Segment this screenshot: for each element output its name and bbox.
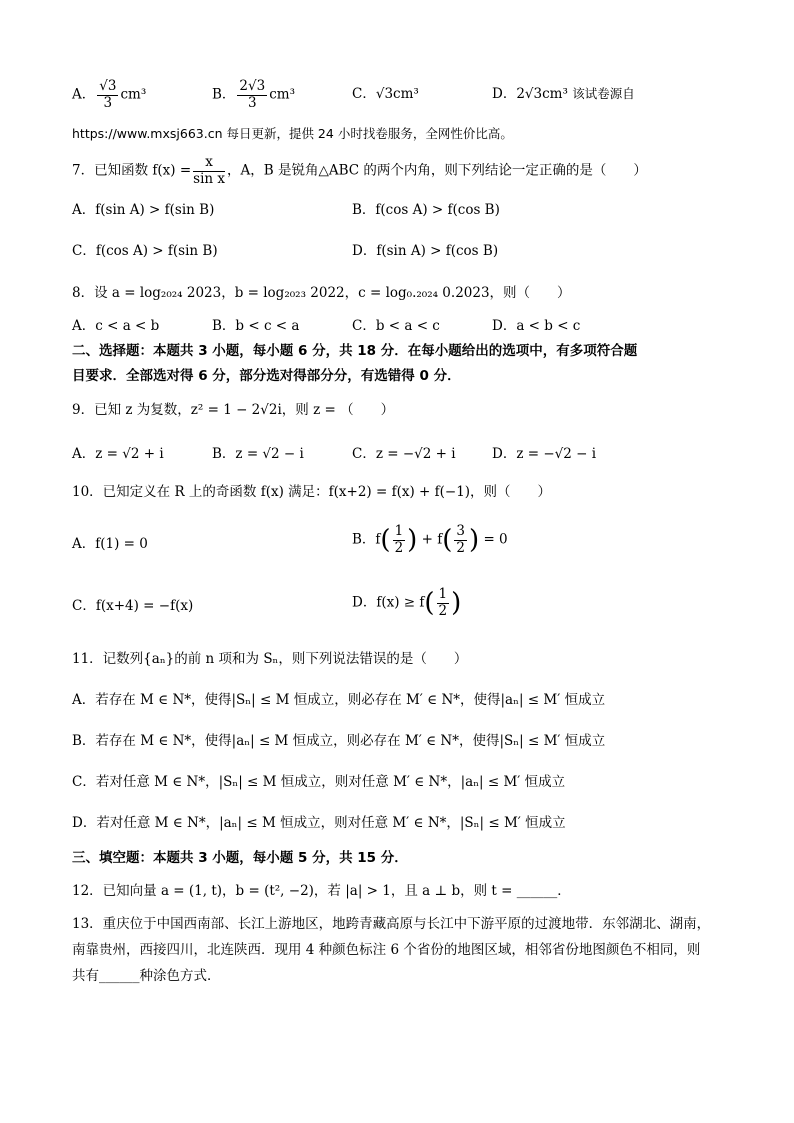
q13-line-3: 共有______种涂色方式．: [72, 968, 221, 984]
q6-b-unit: cm³: [269, 86, 295, 103]
section2-heading-line2: 目要求．全部选对得 6 分，部分选对得部分分，有选错得 0 分．: [72, 368, 461, 384]
watermark-text-1: 该试卷源自: [572, 86, 635, 101]
q6-a-unit: cm³: [120, 86, 147, 103]
q6-d-label: D．: [492, 86, 517, 102]
q13-line-2: 南靠贵州，西接四川，北连陕西．现用 4 种颜色标注 6 个省份的地图区域，相邻省份地图颜色不相同，则: [72, 942, 701, 958]
q11-option-d: D．若对任意 M ∈ N*，|aₙ| ≤ M 恒成立，则对任意 M′ ∈ N*，|Sₙ| ≤ M′ 恒成立: [72, 815, 566, 831]
q9-option-c: C．z = −√2 + i: [352, 446, 456, 462]
q6-a-fraction: [97, 80, 118, 110]
q7-fraction: [193, 156, 225, 186]
q7-option-b: B．f(cos A) > f(cos B): [352, 202, 500, 218]
q6-b-label: B．: [212, 86, 236, 103]
q9-option-b: B．z = √2 − i: [212, 446, 304, 462]
section2-heading-line1: 二、选择题：本题共 3 小题，每小题 6 分，共 18 分．在每小题给出的选项中，有多项符合题: [72, 343, 638, 359]
q10-option-b: [352, 525, 508, 555]
q7-option-c: C．f(cos A) > f(sin B): [72, 243, 218, 259]
q6-c-text: √3cm³: [375, 86, 419, 102]
q13-line-1: 13．重庆位于中国西南部、长江上游地区，地跨青藏高原与长江中下游平原的过渡地带．东邻湖北、湖南，: [72, 916, 711, 932]
q6-option-d: [492, 88, 635, 102]
q10-d-rparen: ): [451, 588, 462, 618]
q6-option-c: [352, 88, 419, 102]
q9-option-d: D．z = −√2 − i: [492, 446, 597, 462]
q10-d-lparen: (: [424, 588, 435, 618]
q6-b-fraction: [237, 80, 267, 110]
q10-b-num-2: 3: [456, 523, 465, 539]
q10-d-den: 2: [438, 602, 448, 619]
q6-a-denominator: 3: [103, 94, 113, 111]
q7-numerator: x: [193, 156, 225, 172]
q6-b-denominator: 3: [248, 94, 257, 111]
q6-option-b: [212, 80, 295, 110]
q11-option-c: C．若对任意 M ∈ N*，|Sₙ| ≤ M 恒成立，则对任意 M′ ∈ N*，|aₙ| ≤ M′ 恒成立: [72, 774, 566, 790]
q10-b-fraction-2: [454, 525, 467, 555]
q7-option-a: A．f(sin A) > f(sin B): [72, 202, 215, 218]
q6-a-label: A．: [72, 86, 96, 103]
q10-b-rparen-2: ): [468, 525, 480, 555]
q8-option-b: B．b < c < a: [212, 318, 300, 334]
q8-option-a: A．c < a < b: [72, 318, 160, 334]
q7-stem-post: ，A，B 是锐角△ABC 的两个内角，则下列结论一定正确的是（ ）: [227, 162, 647, 179]
q9-option-a: A．z = √2 + i: [72, 446, 164, 462]
q10-b-rparen-1: ): [407, 525, 418, 555]
q11-stem: 11．记数列{aₙ}的前 n 项和为 Sₙ，则下列说法错误的是（ ）: [72, 651, 468, 667]
q12-stem: 12．已知向量 a = (1, t)，b = (t², −2)，若 |a| > 1，且 a ⊥ b，则 t = ______．: [72, 883, 571, 899]
q6-c-label: C．: [352, 86, 376, 102]
section3-heading: 三、填空题：本题共 3 小题，每小题 5 分，共 15 分．: [72, 850, 408, 866]
q6-b-numerator: 2√3: [239, 78, 266, 94]
q7-option-d: D．f(sin A) > f(cos B): [352, 243, 499, 259]
q11-option-a: A．若存在 M ∈ N*，使得|Sₙ| ≤ M 恒成立，则必存在 M′ ∈ N*，使得|aₙ| ≤ M′ 恒成立: [72, 692, 606, 708]
q10-b-post: = 0: [483, 531, 508, 548]
q8-option-c: C．b < a < c: [352, 318, 440, 334]
q10-b-num-1: 1: [394, 523, 404, 539]
q9-stem: 9．已知 z 为复数，z² = 1 − 2√2i，则 z = （ ）: [72, 402, 395, 418]
q10-d-pre: D．f(x) ≥ f: [352, 594, 425, 611]
q10-d-fraction: [437, 588, 450, 618]
q10-option-a: A．f(1) = 0: [72, 536, 148, 552]
q10-d-num: 1: [438, 586, 448, 602]
q7-stem-pre: 7．已知函数 f(x) =: [72, 162, 192, 179]
q7-denominator: sin x: [193, 170, 225, 187]
watermark-text-2: https://www.mxsj663.cn 每日更新，提供 24 小时找卷服务，全网性价比高。: [72, 126, 513, 141]
q10-option-d: [352, 588, 461, 618]
q11-option-b: B．若存在 M ∈ N*，使得|aₙ| ≤ M 恒成立，则必存在 M′ ∈ N*，使得|Sₙ| ≤ M′ 恒成立: [72, 733, 606, 749]
q10-stem: 10．已知定义在 R 上的奇函数 f(x) 满足：f(x+2) = f(x) + f(−1)，则（ ）: [72, 484, 552, 500]
q10-b-den-2: 2: [456, 539, 465, 556]
q10-b-pre: B．f: [352, 531, 381, 548]
q8-option-d: D．a < b < c: [492, 318, 581, 334]
q10-b-fraction-1: [393, 525, 406, 555]
q10-b-mid: + f: [421, 531, 443, 548]
q10-b-lparen-1: (: [380, 525, 391, 555]
q7-stem: [72, 156, 647, 186]
q10-option-c: C．f(x+4) = −f(x): [72, 598, 194, 614]
q6-a-numerator: √3: [99, 78, 117, 94]
q8-stem: 8．设 a = log₂₀₂₄ 2023，b = log₂₀₂₃ 2022，c = log₀.₂₀₂₄ 0.2023，则（ ）: [72, 285, 571, 301]
q6-d-text: 2√3cm³: [516, 86, 568, 102]
q10-b-lparen-2: (: [442, 525, 453, 555]
q10-b-den-1: 2: [394, 539, 404, 556]
q6-option-a: [72, 80, 146, 110]
